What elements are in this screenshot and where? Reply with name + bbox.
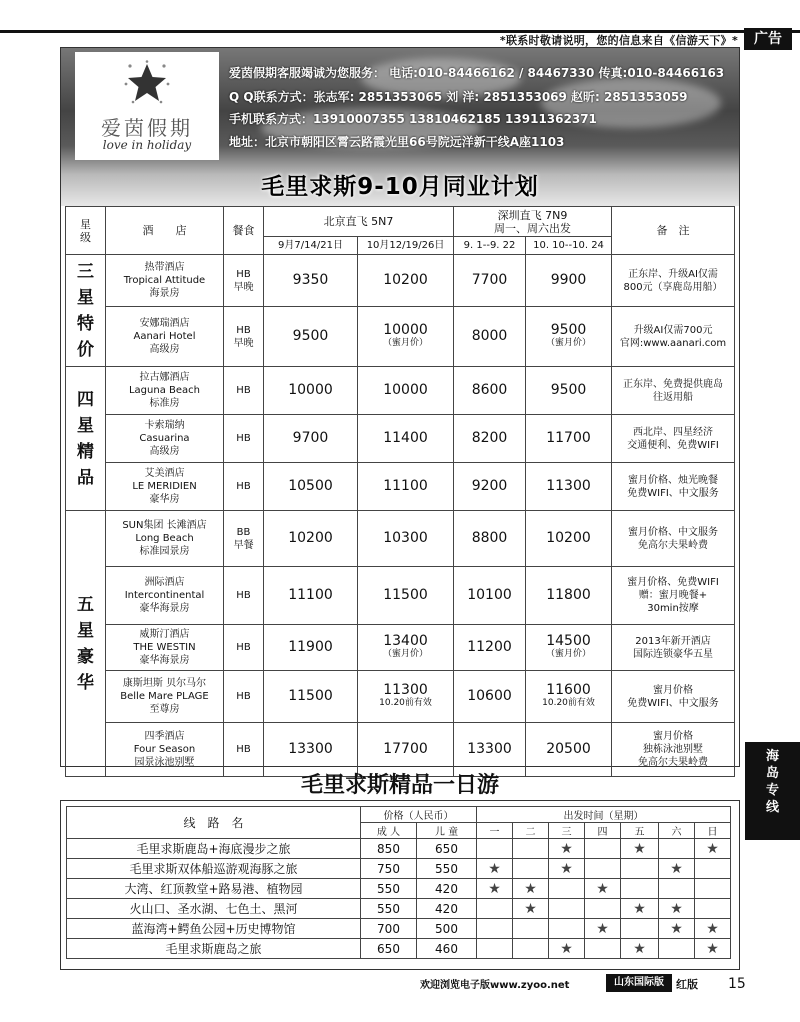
hotel-name: 康斯坦斯 贝尔马尔 Belle Mare PLAGE 至尊房 [120, 678, 209, 715]
tour-adult-price: 750 [361, 859, 417, 879]
remark-cell [612, 367, 735, 415]
price-value: 10100 [467, 587, 512, 603]
price-note: （蜜月价） [546, 337, 592, 348]
remark-cell [612, 671, 735, 723]
price-value: 9350 [292, 272, 329, 288]
hotel-name: 卡索瑞纳 Casuarina 高级房 [139, 420, 190, 457]
day-tour-title: 毛里求斯精品一日游 [300, 773, 499, 798]
hotel-name-cell [106, 463, 224, 511]
price-cell [526, 307, 612, 367]
price-value: 8800 [471, 530, 508, 546]
hotel-name: 威斯汀酒店 THE WESTIN 豪华海景房 [133, 629, 196, 666]
hotel-name-cell [106, 625, 224, 671]
departure-star-icon: ★ [513, 879, 549, 899]
remark-cell [612, 415, 735, 463]
tour-row [67, 879, 731, 899]
star-level-cell [66, 367, 106, 511]
price-value: 10200 [383, 272, 428, 288]
tour-adult-price: 850 [361, 839, 417, 859]
price-value: 11100 [288, 587, 333, 603]
price-value: 10200 [546, 530, 591, 546]
price-value: 17700 [383, 741, 428, 757]
tour-child-price: 460 [417, 939, 477, 959]
price-cell [358, 367, 454, 415]
price-value: 9900 [550, 272, 587, 288]
agency-logo [75, 52, 219, 160]
header-day: 四 [585, 823, 621, 839]
tour-child-price: 420 [417, 899, 477, 919]
departure-star-icon [513, 839, 549, 859]
price-cell [358, 671, 454, 723]
agency-banner [61, 48, 739, 206]
price-value: 11300 [383, 681, 428, 698]
footer-edition-label: 红版 [676, 978, 698, 991]
remark-cell [612, 625, 735, 671]
meal-cell [224, 255, 264, 307]
departure-star-icon: ★ [695, 839, 731, 859]
footer-edition-box: 山东国际版 [606, 974, 672, 992]
meal-cell [224, 671, 264, 723]
tour-child-price: 650 [417, 839, 477, 859]
departure-star-icon: ★ [477, 859, 513, 879]
price-cell [454, 367, 526, 415]
price-cell [454, 307, 526, 367]
logo-english-name: love in holiday [102, 138, 192, 152]
meal-plan: HB 早晚 [233, 324, 254, 349]
star-logo-icon [123, 60, 171, 106]
tour-adult-price: 550 [361, 879, 417, 899]
hotel-name-cell [106, 307, 224, 367]
price-value: 11900 [288, 639, 333, 655]
remark-cell [612, 463, 735, 511]
price-cell [264, 625, 358, 671]
header-remark: 备 注 [612, 207, 735, 255]
departure-star-icon: ★ [659, 899, 695, 919]
price-value: 11400 [383, 430, 428, 446]
meal-plan: HB [236, 642, 251, 653]
price-value: 10300 [383, 530, 428, 546]
price-cell [358, 567, 454, 625]
remark-text: 2013年新开酒店 国际连锁豪华五星 [633, 635, 714, 660]
price-cell [526, 567, 612, 625]
tour-row [67, 839, 731, 859]
tour-route: 火山口、圣水湖、七色土、黑河 [67, 899, 361, 919]
plan-title: 毛里求斯9-10月同业计划 [261, 174, 539, 200]
departure-star-icon: ★ [621, 939, 659, 959]
star-level-label: 五 星 豪 华 [77, 594, 94, 693]
contact-address-line: 地址：北京市朝阳区霄云路霞光里66号院远洋新干线A座1103 [229, 135, 565, 149]
header-bj-period-2: 10月12/19/26日 [358, 237, 454, 255]
ad-tag: 广告 [744, 28, 792, 50]
price-cell [264, 567, 358, 625]
price-value: 10200 [288, 530, 333, 546]
remark-text: 蜜月价格 独栋泳池别墅 免高尔夫果岭费 [638, 731, 709, 768]
departure-star-icon [513, 919, 549, 939]
hotel-name-cell [106, 367, 224, 415]
price-cell [454, 567, 526, 625]
departure-star-icon [659, 939, 695, 959]
remark-text: 正东岸、免费提供鹿岛 往返用船 [623, 378, 724, 403]
price-value: 9500 [550, 321, 587, 338]
price-value: 10000 [383, 382, 428, 398]
hotel-row [66, 625, 735, 671]
departure-star-icon [585, 939, 621, 959]
price-cell [358, 307, 454, 367]
departure-star-icon [477, 919, 513, 939]
meal-cell [224, 511, 264, 567]
header-child: 儿 童 [417, 823, 477, 839]
header-route: 线 路 名 [67, 807, 361, 839]
price-cell [358, 625, 454, 671]
departure-star-icon [549, 899, 585, 919]
price-value: 11600 [546, 681, 591, 698]
remark-cell [612, 255, 735, 307]
departure-star-icon [549, 919, 585, 939]
price-note: （蜜月价） [546, 648, 592, 659]
hotel-name-cell [106, 511, 224, 567]
price-cell [526, 671, 612, 723]
tour-route: 毛里求斯鹿岛+海底漫步之旅 [67, 839, 361, 859]
hotel-row [66, 367, 735, 415]
meal-plan: HB [236, 481, 251, 492]
remark-text: 升级AI仅需700元 官网:www.aanari.com [619, 324, 727, 349]
price-cell [358, 415, 454, 463]
meal-cell [224, 625, 264, 671]
price-value: 10600 [467, 688, 512, 704]
hotel-name-cell [106, 255, 224, 307]
departure-star-icon [621, 919, 659, 939]
price-note: （蜜月价） [383, 648, 429, 659]
departure-star-icon [513, 859, 549, 879]
hotel-row [66, 567, 735, 625]
tour-adult-price: 650 [361, 939, 417, 959]
tour-route: 大湾、红顶教堂+路易港、植物园 [67, 879, 361, 899]
price-value: 11800 [546, 587, 591, 603]
meal-plan: HB [236, 385, 251, 396]
header-shenzhen-direct: 深圳直飞 7N9 周一、周六出发 [454, 207, 612, 237]
tour-row [67, 859, 731, 879]
price-value: 9200 [471, 478, 508, 494]
departure-star-icon: ★ [621, 839, 659, 859]
meal-plan: HB [236, 590, 251, 601]
price-value: 7700 [471, 272, 508, 288]
price-value: 20500 [546, 741, 591, 757]
price-cell [358, 255, 454, 307]
price-value: 10000 [383, 321, 428, 338]
hotel-name-cell [106, 415, 224, 463]
hotel-name: 安娜瑞酒店 Aanari Hotel 高级房 [133, 318, 196, 355]
price-cell [454, 625, 526, 671]
departure-star-icon [621, 879, 659, 899]
price-cell [264, 463, 358, 511]
contact-qq-line: Q Q联系方式：张志军: 2851353065 刘 洋: 2851353069 赵昕: 2851353059 [229, 90, 688, 104]
header-sz-period-1: 9. 1--9. 22 [454, 237, 526, 255]
price-cell [358, 463, 454, 511]
meal-plan: HB [236, 691, 251, 702]
departure-star-icon: ★ [585, 879, 621, 899]
departure-star-icon: ★ [695, 919, 731, 939]
price-cell [454, 463, 526, 511]
remark-text: 西北岸、四星经济 交通便利、免费WIFI [627, 426, 719, 451]
remark-text: 正东岸、升级AI仅需 800元（享鹿岛用船） [623, 268, 723, 293]
departure-star-icon [513, 939, 549, 959]
price-value: 8200 [471, 430, 508, 446]
price-note: 10.20前有效 [379, 697, 432, 708]
meal-cell [224, 567, 264, 625]
price-cell [526, 625, 612, 671]
price-cell [264, 511, 358, 567]
header-day: 三 [549, 823, 585, 839]
departure-star-icon [549, 879, 585, 899]
price-value: 14500 [546, 632, 591, 649]
hotel-name: 艾美酒店 LE MERIDIEN 豪华房 [132, 468, 197, 505]
meal-plan: HB [236, 744, 251, 755]
source-notice: *联系时敬请说明，您的信息来自《信游天下》* [499, 34, 738, 47]
price-cell [358, 511, 454, 567]
remark-cell [612, 511, 735, 567]
price-value: 13300 [288, 741, 333, 757]
hotel-row [66, 255, 735, 307]
departure-star-icon: ★ [695, 939, 731, 959]
remark-text: 蜜月价格 免费WIFI、中文服务 [627, 684, 719, 709]
departure-star-icon: ★ [659, 919, 695, 939]
remark-text: 蜜月价格、烛光晚餐 免费WIFI、中文服务 [627, 474, 719, 499]
footer-site-text: 欢迎浏览电子版www.zyoo.net [420, 980, 570, 991]
hotel-name: 洲际酒店 Intercontinental 豪华海景房 [124, 577, 205, 614]
hotel-name: 拉古娜酒店 Laguna Beach 标准房 [128, 372, 200, 409]
departure-star-icon [695, 899, 731, 919]
price-cell [264, 671, 358, 723]
price-cell [454, 255, 526, 307]
departure-star-icon: ★ [585, 919, 621, 939]
price-value: 9700 [292, 430, 329, 446]
star-level-label: 三 星 特 价 [77, 261, 94, 360]
price-cell [264, 307, 358, 367]
price-value: 11500 [383, 587, 428, 603]
hotel-name-cell [106, 567, 224, 625]
header-bj-period-1: 9月7/14/21日 [264, 237, 358, 255]
departure-star-icon [695, 859, 731, 879]
tour-child-price: 500 [417, 919, 477, 939]
hotel-row [66, 671, 735, 723]
price-cell [264, 415, 358, 463]
price-value: 11500 [288, 688, 333, 704]
departure-star-icon [585, 859, 621, 879]
departure-star-icon: ★ [659, 859, 695, 879]
remark-text: 蜜月价格、中文服务 免高尔夫果岭费 [628, 526, 719, 551]
meal-cell [224, 415, 264, 463]
day-tour-table [66, 806, 731, 959]
price-value: 13400 [383, 632, 428, 649]
price-cell [454, 511, 526, 567]
departure-star-icon [477, 839, 513, 859]
hotel-name: 四季酒店 Four Season 园景泳池别墅 [133, 731, 196, 768]
departure-star-icon [477, 939, 513, 959]
departure-star-icon [695, 879, 731, 899]
contact-phone-line: 爱茵假期客服竭诚为您服务： 电话:010-84466162 / 84467330 传真:010-84466163 [229, 66, 725, 80]
meal-cell [224, 367, 264, 415]
hotel-name: 热带酒店 Tropical Attitude 海景房 [123, 262, 206, 299]
price-cell [454, 671, 526, 723]
price-value: 11200 [467, 639, 512, 655]
hotel-row [66, 511, 735, 567]
price-cell [454, 415, 526, 463]
departure-star-icon: ★ [549, 839, 585, 859]
header-sz-period-2: 10. 10--10. 24 [526, 237, 612, 255]
departure-star-icon [659, 879, 695, 899]
departure-star-icon: ★ [477, 879, 513, 899]
price-cell [264, 367, 358, 415]
price-cell [526, 511, 612, 567]
header-day: 五 [621, 823, 659, 839]
price-value: 11300 [546, 478, 591, 494]
contact-mobile-line: 手机联系方式：13910007355 13810462185 13911362371 [229, 112, 597, 126]
meal-plan: HB 早晚 [233, 268, 254, 293]
remark-cell [612, 307, 735, 367]
header-day: 一 [477, 823, 513, 839]
header-day: 六 [659, 823, 695, 839]
page-number: 15 [728, 976, 746, 992]
header-adult: 成 人 [361, 823, 417, 839]
header-star-level: 星 级 [66, 207, 106, 255]
hotel-price-table [65, 206, 735, 777]
price-cell [526, 415, 612, 463]
tour-child-price: 420 [417, 879, 477, 899]
departure-star-icon [621, 859, 659, 879]
price-cell [526, 463, 612, 511]
price-value: 10500 [288, 478, 333, 494]
departure-star-icon: ★ [549, 859, 585, 879]
price-value: 9500 [292, 328, 329, 344]
tour-row [67, 939, 731, 959]
price-value: 10000 [288, 382, 333, 398]
price-value: 9500 [550, 382, 587, 398]
star-level-label: 四 星 精 品 [77, 389, 94, 488]
tour-route: 毛里求斯双体船巡游观海豚之旅 [67, 859, 361, 879]
price-value: 11100 [383, 478, 428, 494]
star-level-cell [66, 511, 106, 777]
hotel-name-cell [106, 671, 224, 723]
price-cell [526, 255, 612, 307]
hotel-row [66, 463, 735, 511]
price-note: 10.20前有效 [542, 697, 595, 708]
price-note: （蜜月价） [383, 337, 429, 348]
header-meal: 餐食 [224, 207, 264, 255]
logo-chinese-name: 爱茵假期 [101, 116, 193, 140]
departure-star-icon [585, 839, 621, 859]
header-price: 价格（人民币） [361, 807, 477, 823]
remark-text: 蜜月价格、免费WIFI 赠：蜜月晚餐+ 30min按摩 [627, 577, 719, 614]
header-departure: 出发时间（星期） [477, 807, 731, 823]
tour-adult-price: 550 [361, 899, 417, 919]
tour-route: 蓝海湾+鳄鱼公园+历史博物馆 [67, 919, 361, 939]
tour-row [67, 899, 731, 919]
price-cell [264, 255, 358, 307]
price-value: 8600 [471, 382, 508, 398]
departure-star-icon [659, 839, 695, 859]
hotel-row [66, 415, 735, 463]
tour-adult-price: 700 [361, 919, 417, 939]
star-level-cell [66, 255, 106, 367]
header-beijing-direct: 北京直飞 5N7 [264, 207, 454, 237]
price-value: 8000 [471, 328, 508, 344]
tour-route: 毛里求斯鹿岛之旅 [67, 939, 361, 959]
price-value: 11700 [546, 430, 591, 446]
meal-cell [224, 307, 264, 367]
price-cell [526, 367, 612, 415]
departure-star-icon: ★ [621, 899, 659, 919]
header-hotel: 酒 店 [106, 207, 224, 255]
departure-star-icon [585, 899, 621, 919]
departure-star-icon: ★ [513, 899, 549, 919]
meal-plan: BB 早餐 [233, 526, 254, 551]
header-day: 日 [695, 823, 731, 839]
tour-child-price: 550 [417, 859, 477, 879]
hotel-row [66, 307, 735, 367]
hotel-name: SUN集团 长滩酒店 Long Beach 标准园景房 [122, 520, 207, 557]
side-section-tab: 海 岛 专 线 [745, 742, 800, 840]
departure-star-icon [477, 899, 513, 919]
tour-row [67, 919, 731, 939]
remark-cell [612, 567, 735, 625]
price-value: 13300 [467, 741, 512, 757]
meal-cell [224, 463, 264, 511]
departure-star-icon: ★ [549, 939, 585, 959]
header-day: 二 [513, 823, 549, 839]
meal-plan: HB [236, 433, 251, 444]
